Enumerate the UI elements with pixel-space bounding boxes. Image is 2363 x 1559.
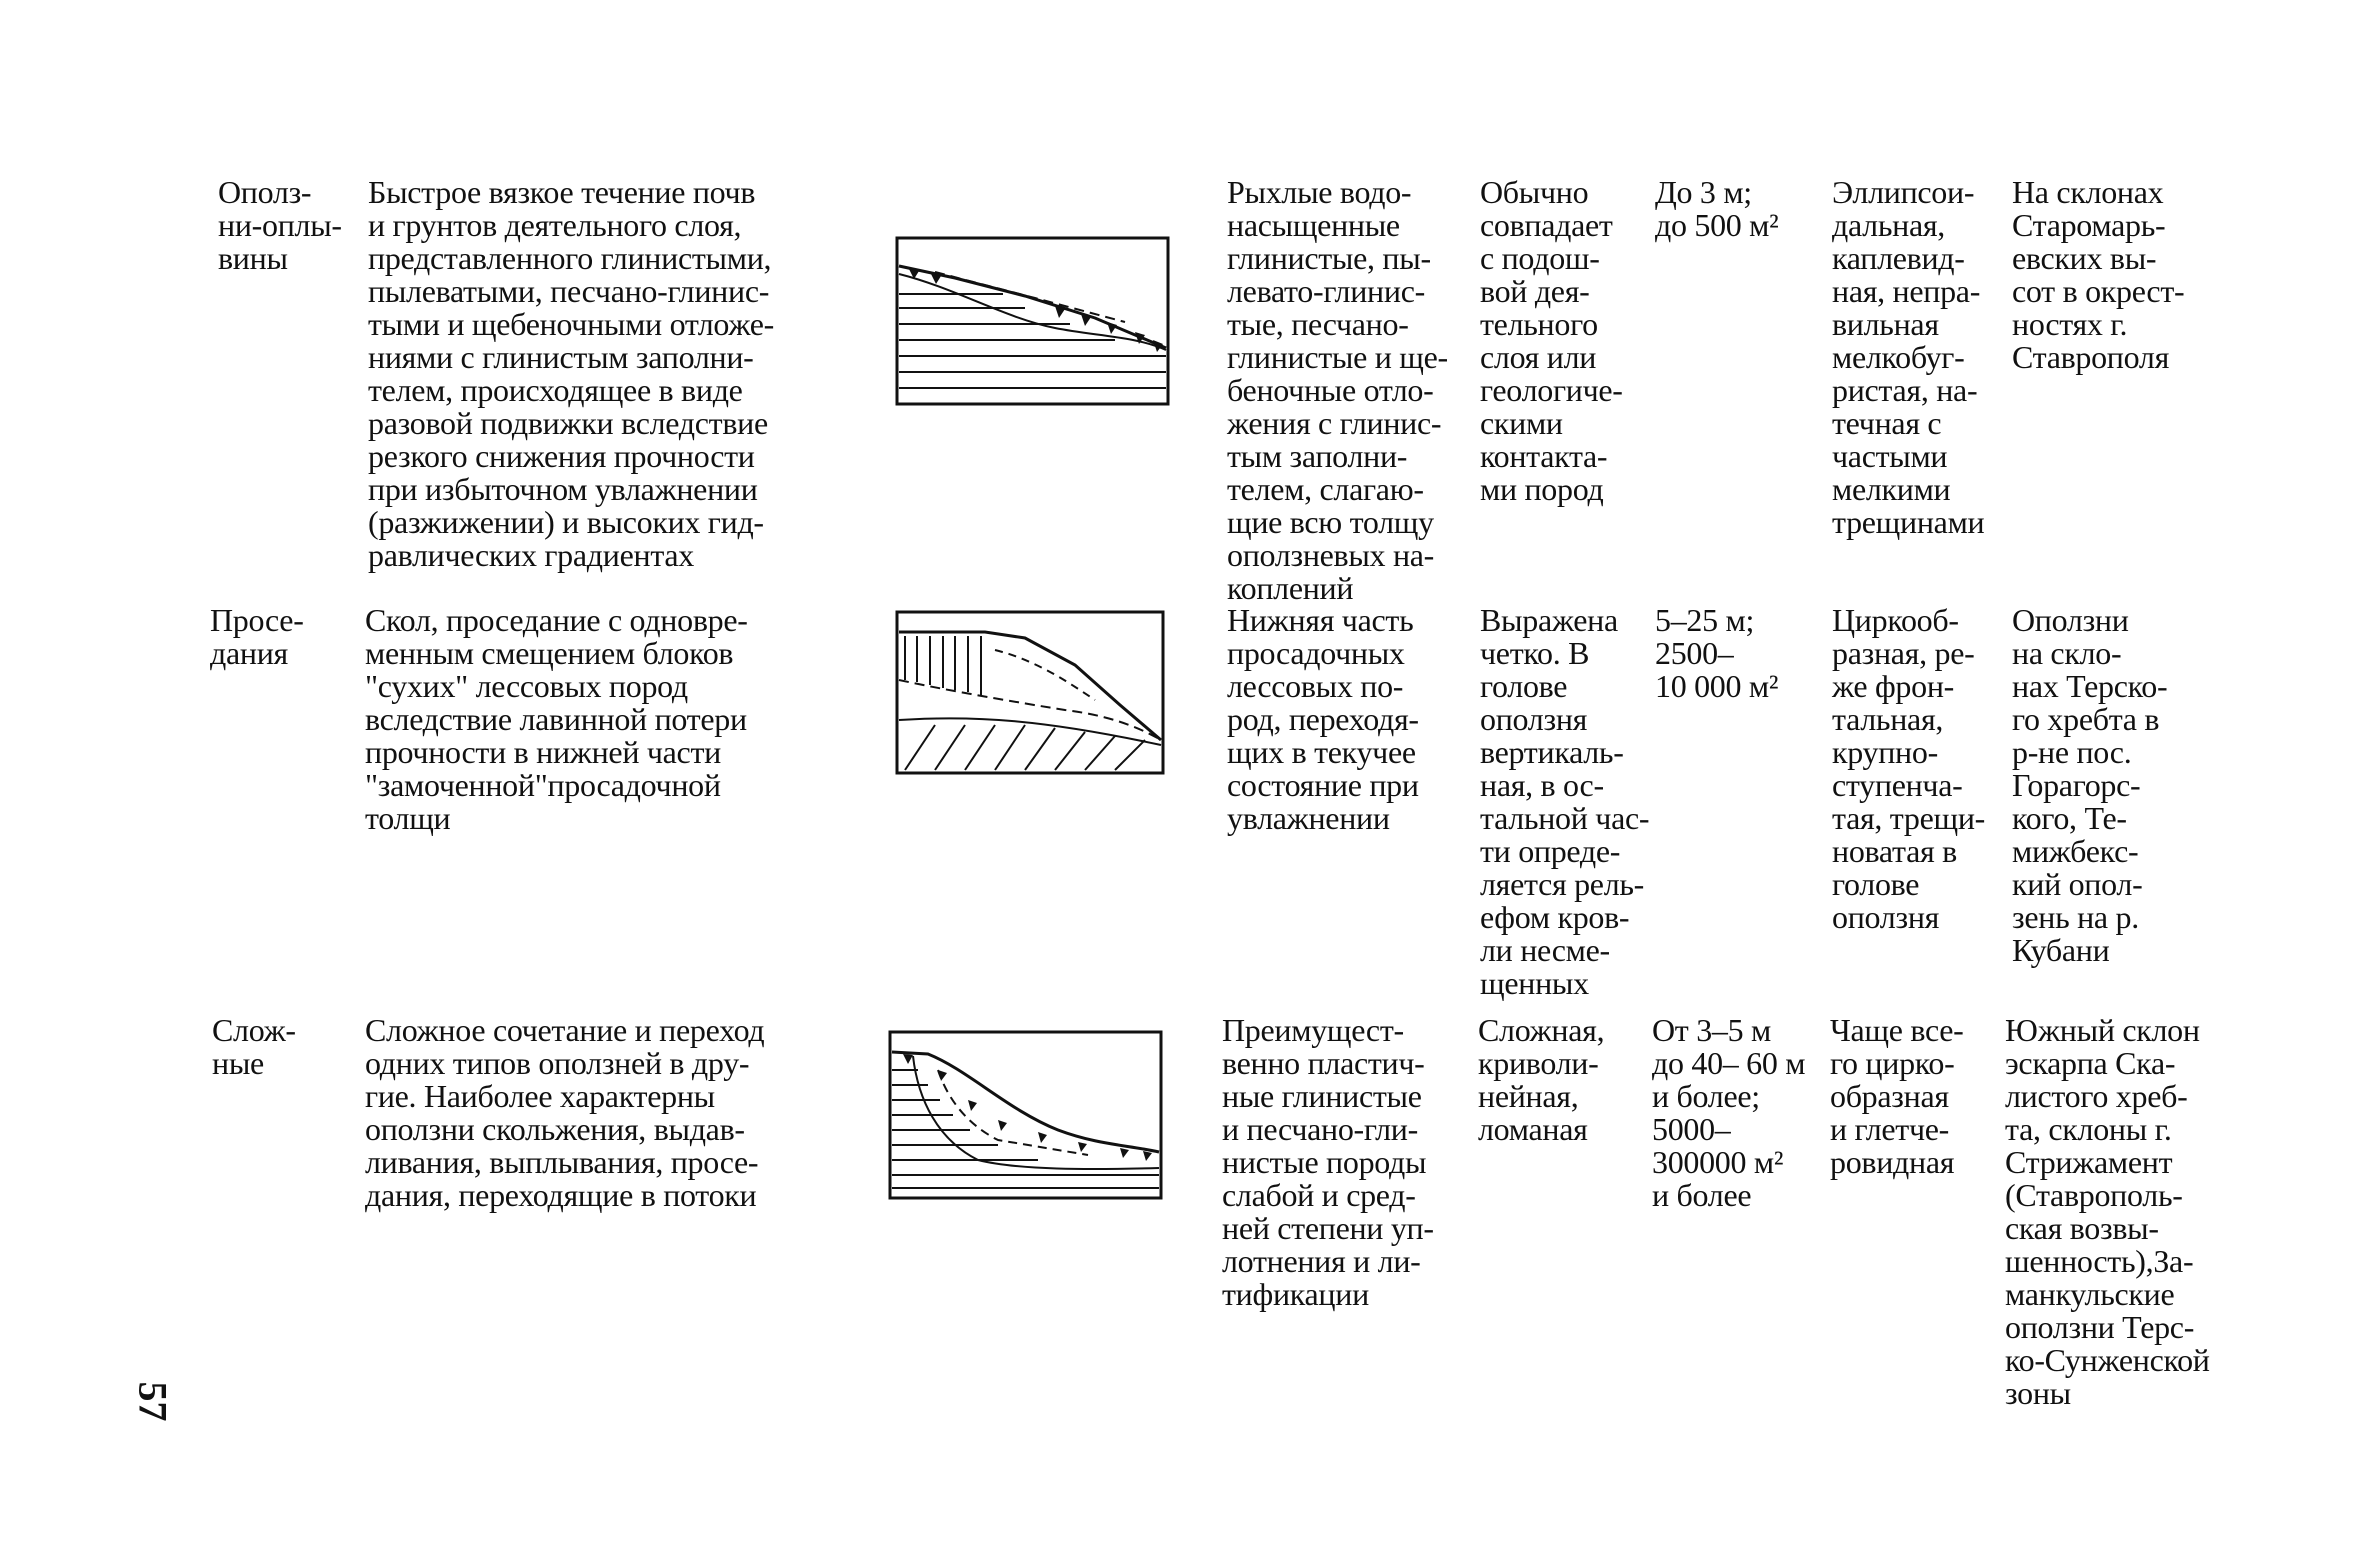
row1-shape: Эллипсои- дальная, каплевид- ная, непра- вильная мелкобуг- ристая, на- течная с частыми мелкими трещинами (1832, 174, 1985, 540)
row2-type: Просе- дания (210, 602, 304, 671)
row1-size: До 3 м; до 500 м² (1655, 174, 1779, 243)
row2-shape: Циркооб- разная, ре- же фрон- тальная, крупно- ступенча- тая, трещи- новатая в голове оползня (1832, 602, 1985, 935)
row3-example: Южный склон эскарпа Ска- листого хреб- та, склоны г. Стрижамент (Ставрополь- ская возвы- шенность),За- манкульские оползни Терс- ко-Сунженской зоны (2005, 1012, 2210, 1411)
row2-surface: Выражена четко. В голове оползня вертикаль- ная, в ос- тальной час- ти опреде- ляется рель- ефом кров- ли несме- щенных (1480, 602, 1650, 1001)
row1-description: Быстрое вязкое течение почв и грунтов деятельного слоя, представленного глинистыми, пылеватыми, песчано-глинис- тыми и щебеночными отложе- ниями с глинистым заполни- телем, происходящее в виде разовой подвижки вследствие резкого снижения прочности при избыточном увлажнении (разжижении) и высоких гид- равлических градиентах (368, 174, 774, 573)
row3-type: Слож- ные (212, 1012, 296, 1081)
row2-size: 5–25 м; 2500– 10 000 м² (1655, 602, 1779, 704)
row2-rocks: Нижняя часть просадочных лессовых по- род, переходя- щих в текучее состояние при увлажнении (1227, 602, 1419, 836)
row1-diagram (895, 236, 1170, 406)
row3-size: От 3–5 м до 40– 60 м и более; 5000– 300000 м² и более (1652, 1012, 1806, 1213)
page-number: 57 (130, 1381, 176, 1422)
row3-description: Сложное сочетание и переход одних типов оползней в дру- гие. Наиболее характерны оползни скольжения, выдав- ливания, выплывания, просе- дания, переходящие в потоки (365, 1012, 765, 1213)
row3-shape: Чаще все- го цирко- образная и глетче- ровидная (1830, 1012, 1964, 1180)
row2-example: Оползни на скло- нах Терско- го хребта в р-не пос. Горагорс- кого, Те- мижбекс- кий опол- зень на р. Кубани (2012, 602, 2168, 968)
row2-diagram (895, 610, 1165, 775)
row3-rocks: Преимущест- венно пластич- ные глинистые и песчано-гли- нистые породы слабой и сред- ней степени уп- лотнения и ли- тификации (1222, 1012, 1434, 1312)
row1-surface: Обычно совпадает с подош- вой дея- тельного слоя или геологиче- скими контакта- ми пород (1480, 174, 1623, 507)
row1-example: На склонах Старомарь- евских вы- сот в окрест- ностях г. Ставрополя (2012, 174, 2185, 375)
row2-description: Скол, проседание с одновре- менным смещением блоков "сухих" лессовых пород вследствие лавинной потери прочности в нижней части "замоченной"просадочной толщи (365, 602, 748, 836)
row1-type: Ополз- ни-оплы- вины (218, 174, 342, 276)
row3-surface: Сложная, криволи- нейная, ломаная (1478, 1012, 1605, 1147)
row3-diagram (888, 1030, 1163, 1200)
row1-rocks: Рыхлые водо- насыщенные глинистые, пы- левато-глинис- тые, песчано- глинистые и ще- беночные отло- жения с глинис- тым заполни- телем, слагаю- щие всю толщу оползневых на- коплений (1227, 174, 1448, 606)
